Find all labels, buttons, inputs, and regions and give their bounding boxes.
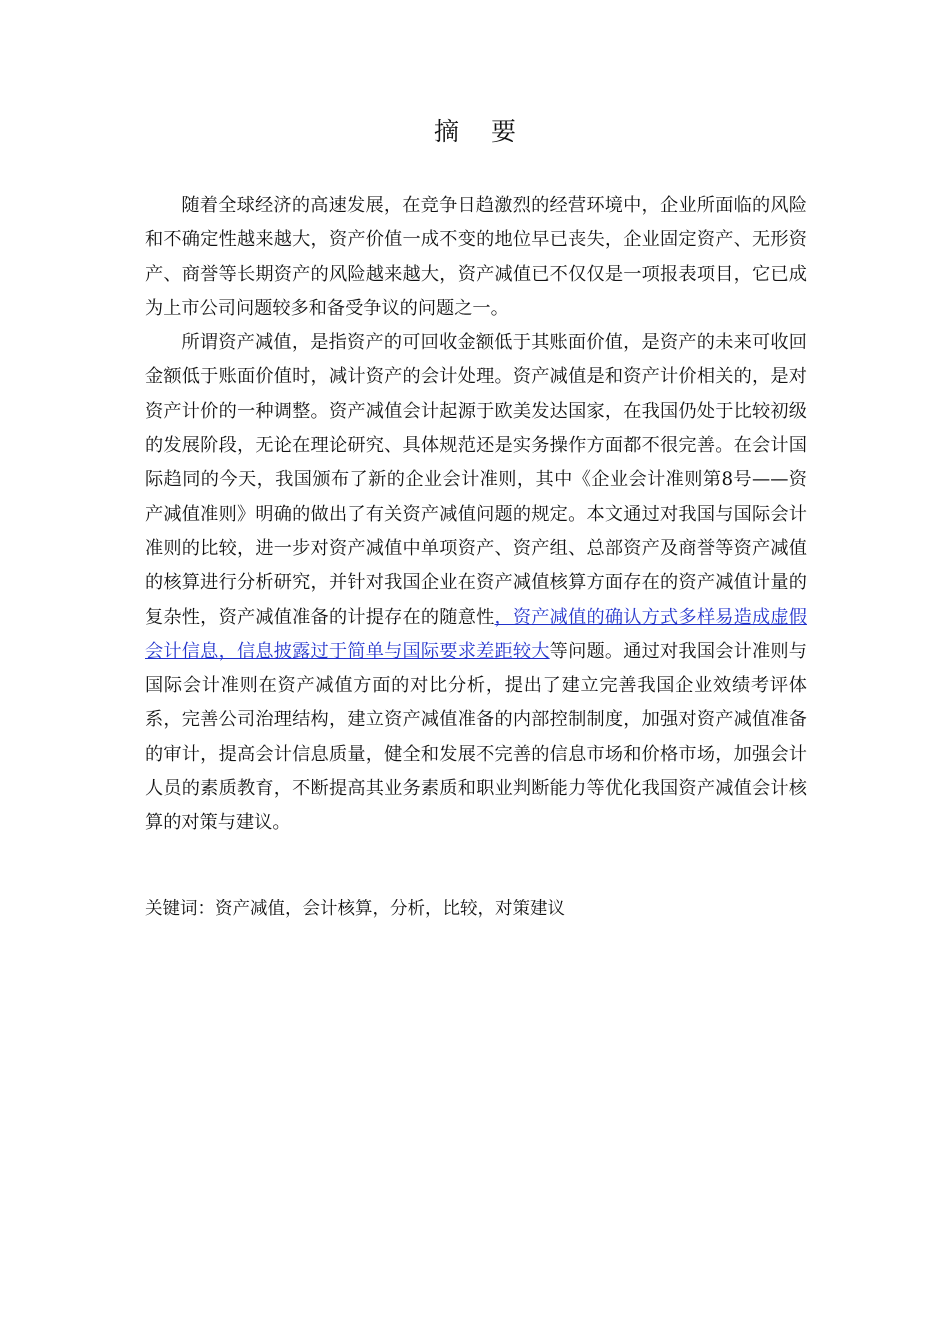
keywords-text: 资产减值，会计核算，分析，比较，对策建议 [215,899,565,919]
keywords-label: 关键词： [145,899,215,919]
paragraph-2-text-after-link: 等问题。通过对我国会计准则与国际会计准则在资产减值方面的对比分析，提出了建立完善我国企业效绩考评体系，完善公司治理结构，建立资产减值准备的内部控制制度，加强对资产减值准备的审计，提高会计信息质量，健全和发展不完善的信息市场和价格市场，加强会计人员的素质教育，不断提高其业务素质和职业判断能力等优化我国资产减值会计核算的对策与建议。 [145,640,807,834]
abstract-paragraph-2 [145,326,807,840]
abstract-body [145,189,807,841]
paragraph-2-text-before-link: 所谓资产减值，是指资产的可回收金额低于其账面价值，是资产的未来可收回金额低于账面价值时，减计资产的会计处理。资产减值是和资产计价相关的，是对资产计价的一种调整。资产减值会计起源于欧美发达国家，在我国仍处于比较初级的发展阶段，无论在理论研究、具体规范还是实务操作方面都不很完善。在会计国际趋同的今天，我国颁布了新的企业会计准则，其中《企业会计准则第8号——资产减值准则》明确的做出了有关资产减值问题的规定。本文通过对我国与国际会计准则的比较，进一步对资产减值中单项资产、资产组、总部资产及商誉等资产减值的核算进行分析研究，并针对我国企业在资产减值核算方面存在的资产减值计量的复杂性，资产减值准备的计提存在的随意性 [145,332,807,628]
page-title-char-1: 摘 [433,117,459,146]
keywords-line [145,892,807,926]
highlighted-link-text[interactable]: ，资产减值的确认方式多样易造成虚假会计信息，信息披露过于简单与国际要求差距较大 [145,606,807,662]
page-title-char-2: 要 [491,117,517,146]
page-title [0,112,950,148]
abstract-paragraph-1: 随着全球经济的高速发展，在竞争日趋激烈的经营环境中，企业所面临的风险和不确定性越来越大，资产价值一成不变的地位早已丧失，企业固定资产、无形资产、商誉等长期资产的风险越来越大，资产减值已不仅仅是一项报表项目，它已成为上市公司问题较多和备受争议的问题之一。 [145,195,807,319]
